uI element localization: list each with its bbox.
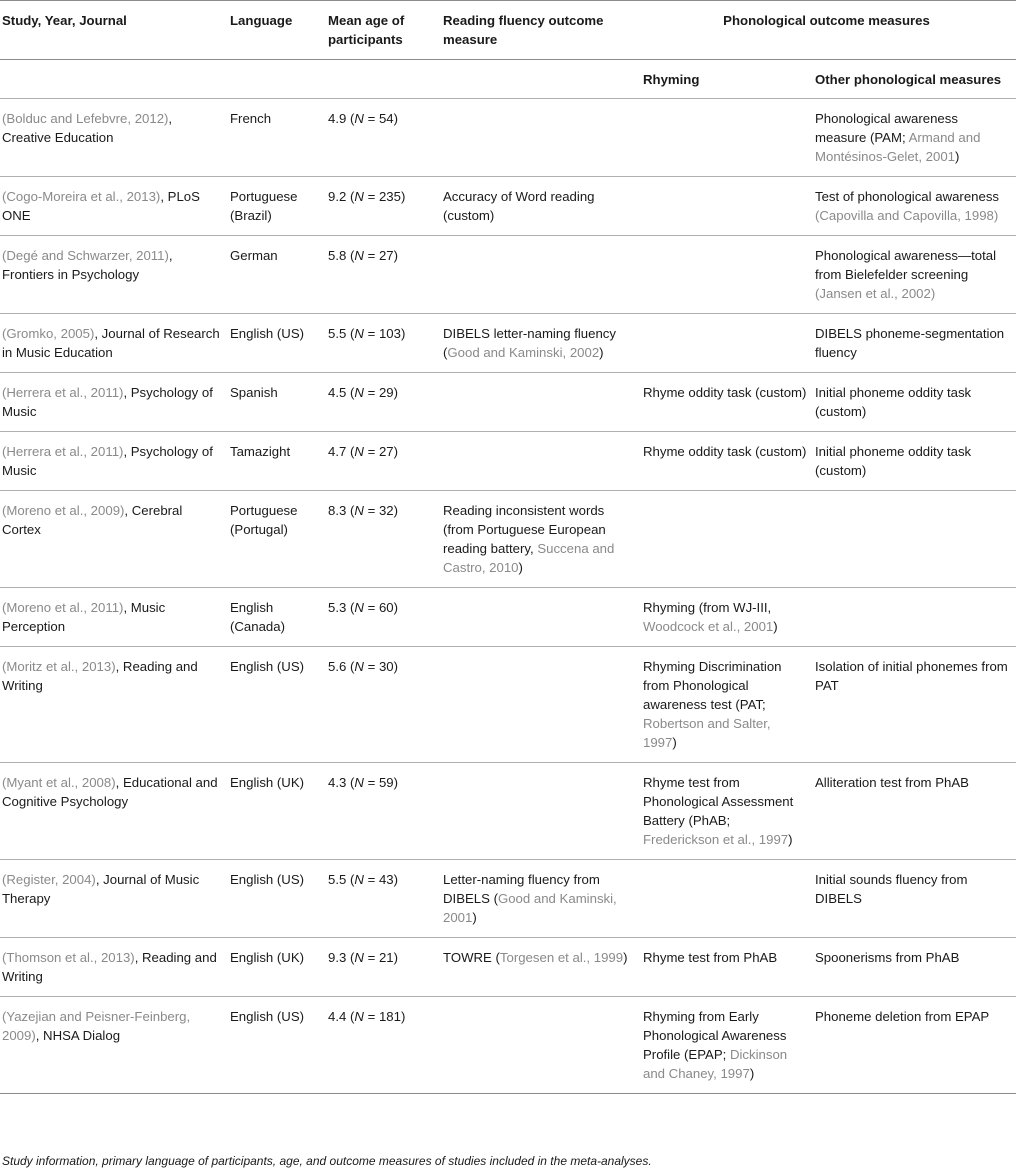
study-citation: (Moreno et al., 2011) [2,600,124,615]
other-phonological-cell [813,491,1016,588]
header-mean-age: Mean age of participants [328,13,405,47]
table-row [0,236,1016,314]
rhyming-cell [641,763,813,860]
other-phonological-text: Test of phonological awareness [815,189,1000,204]
rhyming-tail: ) [672,735,677,750]
other-phonological-cell [813,938,1016,997]
language-cell [228,177,326,236]
language-cell [228,491,326,588]
sample-size-value: 32 [378,503,394,518]
sample-size-value: 103 [378,326,401,341]
rhyming-citation: Robertson and Salter, 1997 [643,716,771,750]
study-journal: , Creative Education [2,111,173,145]
table-caption: Study information, primary language of participants, age, and outcome measures of studies included in the meta-analyses. [2,1154,652,1168]
reading-fluency-citation: Succena and Castro, 2010 [443,541,615,575]
study-cell [0,314,228,373]
sample-size-value: 21 [378,950,394,965]
mean-age-value: 9.2 [328,189,347,204]
sample-size-value: 27 [378,248,394,263]
language-value: French [230,111,272,126]
mean-age-cell: 4.9 (N = 54) [328,111,399,126]
other-phonological-text: DIBELS phoneme-segmentation fluency [815,326,1005,360]
reading-fluency-citation: Good and Kaminski, 2001 [443,891,617,925]
sample-size-value: 30 [378,659,394,674]
mean-age-value: 4.9 [328,111,347,126]
reading-fluency-cell [441,491,641,588]
n-label: N [354,600,364,615]
study-cell [0,860,228,938]
mean-age-value: 5.5 [328,326,347,341]
sample-size-value: 43 [378,872,394,887]
reading-fluency-cell [441,997,641,1094]
table-row [0,314,1016,373]
reading-fluency-cell [441,647,641,763]
table-row [0,763,1016,860]
rhyming-cell [641,373,813,432]
header-other-phonological: Other phonological measures [815,72,1002,87]
rhyming-cell [641,432,813,491]
mean-age-cell: 4.5 (N = 29) [328,385,399,400]
study-cell [0,177,228,236]
study-journal: , Reading and Writing [2,659,198,693]
language-cell [228,647,326,763]
study-journal: , Frontiers in Psychology [2,248,173,282]
study-citation: (Yazejian and Peisner-Feinberg, 2009) [2,1009,191,1043]
reading-fluency-text: DIBELS letter-naming fluency ( [443,326,616,360]
mean-age-cell: 9.2 (N = 235) [328,189,406,204]
other-phonological-text: Phonological awareness measure (PAM; [815,111,958,145]
mean-age-cell: 4.7 (N = 27) [328,444,399,459]
other-phonological-text: Phoneme deletion from EPAP [815,1009,990,1024]
mean-age-value: 8.3 [328,503,347,518]
rhyming-cell [641,647,813,763]
other-phonological-cell [813,860,1016,938]
n-label: N [354,326,364,341]
rhyming-text: Rhyming (from WJ-III, [643,600,772,615]
other-phonological-citation: (Jansen et al., 2002) [815,286,936,301]
sample-size-value: 54 [378,111,394,126]
mean-age-cell: 5.5 (N = 103) [328,326,406,341]
mean-age-cell: 5.5 (N = 43) [328,872,399,887]
mean-age-value: 4.5 [328,385,347,400]
mean-age-value: 5.5 [328,872,347,887]
study-cell [0,763,228,860]
other-phonological-tail: ) [955,149,960,164]
n-label: N [354,111,364,126]
rhyming-citation: Woodcock et al., 2001 [643,619,774,634]
reading-fluency-cell [441,860,641,938]
study-citation: (Moritz et al., 2013) [2,659,116,674]
other-phonological-text: Initial phoneme oddity task (custom) [815,385,972,419]
mean-age-cell: 9.3 (N = 21) [328,950,399,965]
n-label: N [354,503,364,518]
reading-fluency-cell [441,314,641,373]
other-phonological-text: Alliteration test from PhAB [815,775,969,790]
reading-fluency-tail: ) [599,345,604,360]
mean-age-value: 4.7 [328,444,347,459]
other-phonological-cell [813,373,1016,432]
reading-fluency-text: TOWRE ( [443,950,500,965]
other-phonological-citation: Armand and Montésinos-Gelet, 2001 [815,130,981,164]
mean-age-cell: 4.3 (N = 59) [328,775,399,790]
rhyming-tail: ) [749,1066,755,1081]
n-label: N [354,950,364,965]
language-cell [228,997,326,1094]
sample-size-value: 181 [378,1009,401,1024]
n-label: N [354,248,364,263]
language-cell [228,99,326,177]
language-value: English (UK) [230,950,305,965]
mean-age-cell: 5.3 (N = 60) [328,600,399,615]
study-cell [0,938,228,997]
language-value: German [230,248,278,263]
rhyming-cell [641,938,813,997]
language-cell [228,938,326,997]
language-value: English (US) [230,326,305,341]
study-cell [0,236,228,314]
reading-fluency-text: Letter-naming fluency from DIBELS ( [443,872,600,906]
language-cell [228,763,326,860]
other-phonological-cell [813,997,1016,1094]
rhyming-cell [641,236,813,314]
table-row [0,491,1016,588]
reading-fluency-cell [441,99,641,177]
table-row [0,647,1016,763]
study-journal: , Educational and Cognitive Psychology [2,775,218,809]
n-label: N [354,385,364,400]
study-citation: (Degé and Schwarzer, 2011) [2,248,169,263]
rhyming-tail: ) [788,832,793,847]
rhyming-text: Rhyme oddity task (custom) [643,385,807,400]
header-language: Language [230,13,293,28]
mean-age-cell: 4.4 (N = 181) [328,1009,406,1024]
table-row [0,177,1016,236]
rhyming-cell [641,588,813,647]
language-value: English (UK) [230,775,305,790]
mean-age-value: 5.8 [328,248,347,263]
rhyming-text: Rhyming Discrimination from Phonological awareness test (PAT; [643,659,782,712]
rhyming-cell [641,997,813,1094]
header-row-sub [0,60,1016,99]
study-citation: (Herrera et al., 2011) [2,385,124,400]
study-cell [0,647,228,763]
other-phonological-cell [813,432,1016,491]
reading-fluency-cell [441,177,641,236]
table-row [0,588,1016,647]
other-phonological-cell [813,177,1016,236]
other-phonological-cell [813,647,1016,763]
other-phonological-citation: (Capovilla and Capovilla, 1998) [815,208,999,223]
reading-fluency-citation: Torgesen et al., 1999 [499,950,624,965]
rhyming-citation: Dickinson and Chaney, 1997 [643,1047,788,1081]
reading-fluency-text: Accuracy of Word reading (custom) [443,189,595,223]
reading-fluency-tail: ) [518,560,523,575]
reading-fluency-tail: ) [472,910,477,925]
rhyming-text: Rhyme oddity task (custom) [643,444,807,459]
other-phonological-cell [813,236,1016,314]
table-row [0,432,1016,491]
rhyming-tail: ) [773,619,778,634]
rhyming-cell [641,177,813,236]
reading-fluency-cell [441,432,641,491]
other-phonological-text: Phonological awareness—total from Bielefelder screening [815,248,997,282]
n-label: N [354,189,364,204]
study-citation: (Register, 2004) [2,872,96,887]
mean-age-value: 4.4 [328,1009,347,1024]
language-cell [228,373,326,432]
study-journal: , Psychology of Music [2,444,213,478]
other-phonological-cell [813,763,1016,860]
rhyming-citation: Frederickson et al., 1997 [643,832,789,847]
rhyming-cell [641,491,813,588]
language-value: English (Canada) [230,600,285,634]
table-row [0,99,1016,177]
language-cell [228,432,326,491]
language-value: Spanish [230,385,278,400]
mean-age-value: 4.3 [328,775,347,790]
study-cell [0,491,228,588]
language-cell [228,314,326,373]
reading-fluency-cell [441,373,641,432]
study-journal: , Reading and Writing [2,950,217,984]
sample-size-value: 235 [378,189,401,204]
study-cell [0,588,228,647]
rhyming-text: Rhyming from Early Phonological Awareness Profile (EPAP; [643,1009,787,1062]
reading-fluency-cell [441,763,641,860]
other-phonological-text: Spoonerisms from PhAB [815,950,960,965]
study-cell [0,99,228,177]
rhyming-cell [641,860,813,938]
study-cell [0,373,228,432]
rhyming-cell [641,99,813,177]
other-phonological-cell [813,99,1016,177]
study-citation: (Herrera et al., 2011) [2,444,124,459]
study-journal: , Cerebral Cortex [2,503,183,537]
table-body [0,99,1016,1094]
reading-fluency-cell [441,588,641,647]
table-row [0,997,1016,1094]
header-reading-fluency: Reading fluency outcome measure [443,13,604,47]
language-cell [228,588,326,647]
study-journal: , PLoS ONE [2,189,200,223]
language-value: English (US) [230,1009,305,1024]
study-journal: , NHSA Dialog [35,1028,121,1043]
other-phonological-text: Initial phoneme oddity task (custom) [815,444,972,478]
reading-fluency-tail: ) [623,950,628,965]
sample-size-value: 29 [378,385,394,400]
mean-age-cell: 5.8 (N = 27) [328,248,399,263]
n-label: N [354,444,364,459]
n-label: N [354,872,364,887]
other-phonological-cell [813,588,1016,647]
study-journal: , Music Perception [2,600,166,634]
study-citation: (Bolduc and Lefebvre, 2012) [2,111,169,126]
reading-fluency-cell [441,236,641,314]
mean-age-value: 5.6 [328,659,347,674]
language-value: Portuguese (Portugal) [230,503,298,537]
reading-fluency-cell [441,938,641,997]
language-value: Portuguese (Brazil) [230,189,298,223]
language-value: Tamazight [230,444,291,459]
table-row [0,938,1016,997]
rhyming-text: Rhyme test from Phonological Assessment Battery (PhAB; [643,775,794,828]
header-rhyming: Rhyming [643,72,700,87]
sample-size-value: 27 [378,444,394,459]
study-journal: , Psychology of Music [2,385,213,419]
n-label: N [354,659,364,674]
mean-age-cell: 8.3 (N = 32) [328,503,399,518]
rhyming-cell [641,314,813,373]
sample-size-value: 59 [378,775,394,790]
other-phonological-text: Initial sounds fluency from DIBELS [815,872,968,906]
table-row [0,860,1016,938]
table-row [0,373,1016,432]
n-label: N [354,775,364,790]
language-cell [228,860,326,938]
reading-fluency-text: Reading inconsistent words (from Portuguese European reading battery, [443,503,606,556]
study-citation: (Gromko, 2005) [2,326,95,341]
mean-age-value: 5.3 [328,600,347,615]
header-phonological: Phonological outcome measures [723,13,930,28]
study-journal: , Journal of Music Therapy [2,872,200,906]
language-cell [228,236,326,314]
header-row-main [0,1,1016,60]
language-value: English (US) [230,659,305,674]
other-phonological-text: Isolation of initial phonemes from PAT [815,659,1008,693]
header-study: Study, Year, Journal [2,13,127,28]
other-phonological-cell [813,314,1016,373]
study-citation: (Cogo-Moreira et al., 2013) [2,189,161,204]
study-journal: , Journal of Research in Music Education [2,326,220,360]
mean-age-cell: 5.6 (N = 30) [328,659,399,674]
study-cell [0,997,228,1094]
mean-age-value: 9.3 [328,950,347,965]
study-citation: (Moreno et al., 2009) [2,503,125,518]
sample-size-value: 60 [378,600,394,615]
study-citation: (Myant et al., 2008) [2,775,116,790]
study-cell [0,432,228,491]
rhyming-text: Rhyme test from PhAB [643,950,778,965]
study-citation: (Thomson et al., 2013) [2,950,135,965]
table-header [0,1,1016,99]
reading-fluency-citation: Good and Kaminski, 2002 [447,345,600,360]
n-label: N [354,1009,364,1024]
language-value: English (US) [230,872,305,887]
